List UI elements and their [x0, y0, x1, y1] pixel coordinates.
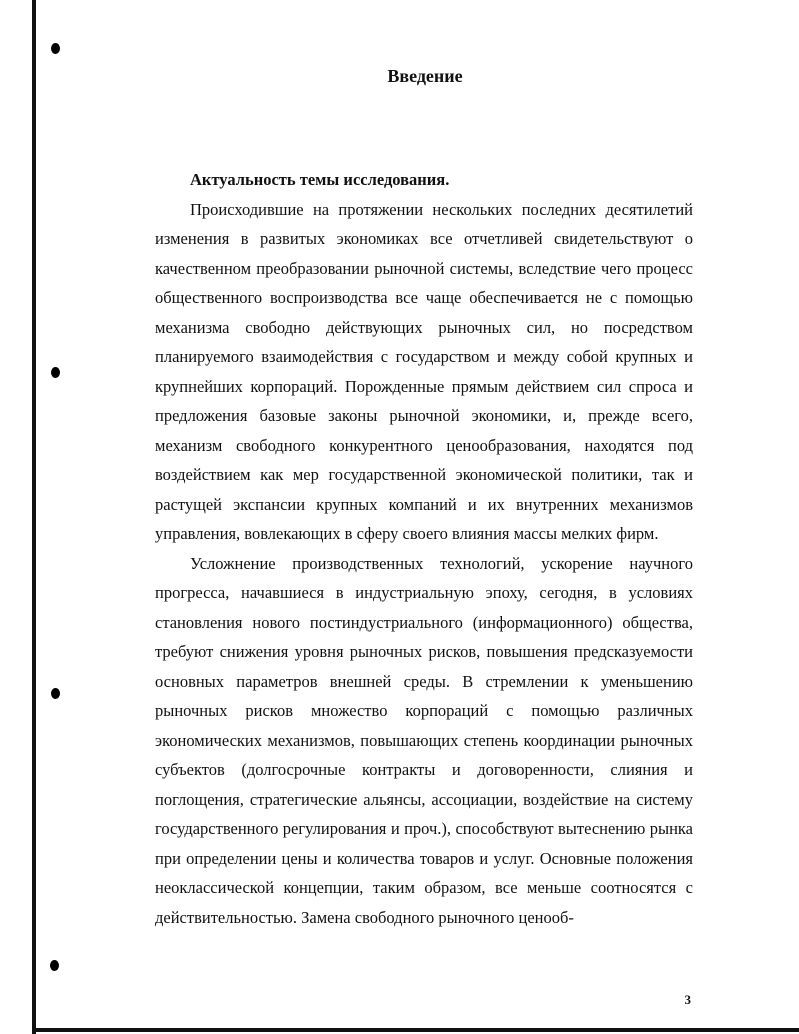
document-body [155, 165, 693, 932]
scan-border-left [32, 0, 36, 1034]
paragraph: Происходившие на протяжении нескольких последних десятилетий изменения в развитых экономиках все отчетливей свидетельствуют о качественном преобразовании рыночной системы, вследствие чего процесс общественного воспроизводства все чаще обеспечивается не с помощью механизма свободно действующих рыночных сил, но посредством планируемого взаимодействия с государством и между собой крупных и крупнейших корпораций. Порожденные прямым действием сил спроса и предложения базовые законы рыночной экономики, и, прежде всего, механизм свободного конкурентного ценообразования, находятся под воздействием как мер государственной экономической политики, так и растущей экспансии крупных компаний и их внутренних механизмов управления, вовлекающих в сферу своего влияния массы мелких фирм. [155, 199, 693, 543]
page-title: Введение [387, 66, 463, 86]
paragraph: Усложнение производственных технологий, ускорение научного прогресса, начавшиеся в индустриальную эпоху, сегодня, в условиях становления нового постиндустриального (информационного) общества, требуют снижения уровня рыночных рисков, повышения предсказуемости основных параметров внешней среды. В стремлении к уменьшению рыночных рисков множество корпораций с помощью различных экономических механизмов, повышающих степень координации рыночных субъектов (долгосрочные контракты и договоренности, слияния и поглощения, стратегические альянсы, ассоциации, воздействие на систему государственного регулирования и проч.), способствуют вытеснению рынка при определении цены и количества товаров и услуг. Основные положения неоклассической концепции, таким образом, все меньше соотносятся с действительностью. Замена свободного рыночного ценооб- [155, 553, 693, 927]
section-heading: Актуальность темы исследования. [190, 170, 450, 189]
punch-hole-mark [51, 43, 60, 54]
punch-hole-mark [50, 960, 59, 971]
punch-hole-mark [51, 367, 60, 378]
page-number: 3 [684, 992, 691, 1007]
scan-border-bottom [32, 1028, 799, 1032]
punch-hole-mark [51, 688, 60, 699]
